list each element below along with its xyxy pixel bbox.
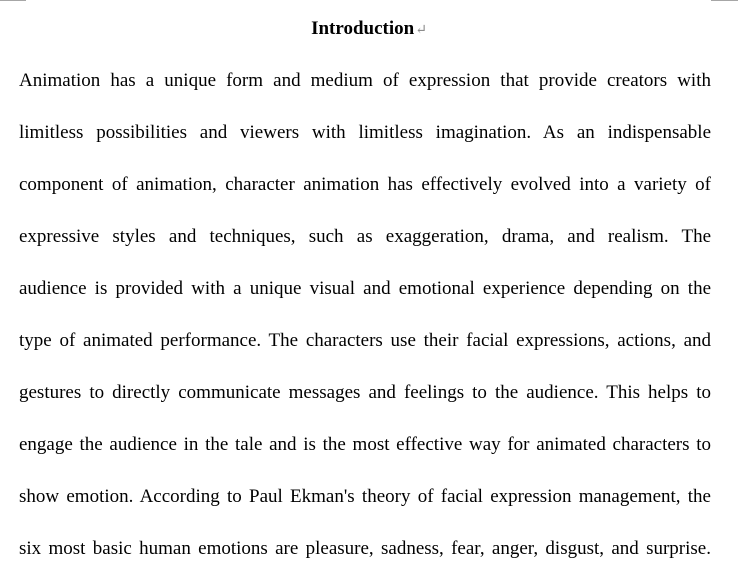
right-margin-marker xyxy=(711,0,738,1)
body-line[interactable]: show emotion. According to Paul Ekman's theory of facial expression management, the xyxy=(19,486,711,507)
body-line[interactable]: expressive styles and techniques, such as exaggeration, drama, and realism. The xyxy=(19,226,711,247)
body-line[interactable]: six most basic human emotions are pleasure, sadness, fear, anger, disgust, and surprise. xyxy=(19,538,711,559)
body-line[interactable]: gestures to directly communicate messages and feelings to the audience. This helps to xyxy=(19,382,711,403)
body-line[interactable]: audience is provided with a unique visual and emotional experience depending on the xyxy=(19,278,711,299)
left-margin-marker xyxy=(0,0,26,1)
section-heading[interactable] xyxy=(0,17,738,43)
body-line[interactable]: component of animation, character animation has effectively evolved into a variety of xyxy=(19,174,711,195)
paragraph-mark-icon: ↵ xyxy=(415,23,427,38)
body-line[interactable]: limitless possibilities and viewers with limitless imagination. As an indispensable xyxy=(19,122,711,143)
heading-text: Introduction xyxy=(311,18,415,39)
body-line[interactable]: Animation has a unique form and medium of expression that provide creators with xyxy=(19,70,711,91)
body-line[interactable]: type of animated performance. The characters use their facial expressions, actions, and xyxy=(19,330,711,351)
body-line[interactable]: engage the audience in the tale and is the most effective way for animated characters to xyxy=(19,434,711,455)
